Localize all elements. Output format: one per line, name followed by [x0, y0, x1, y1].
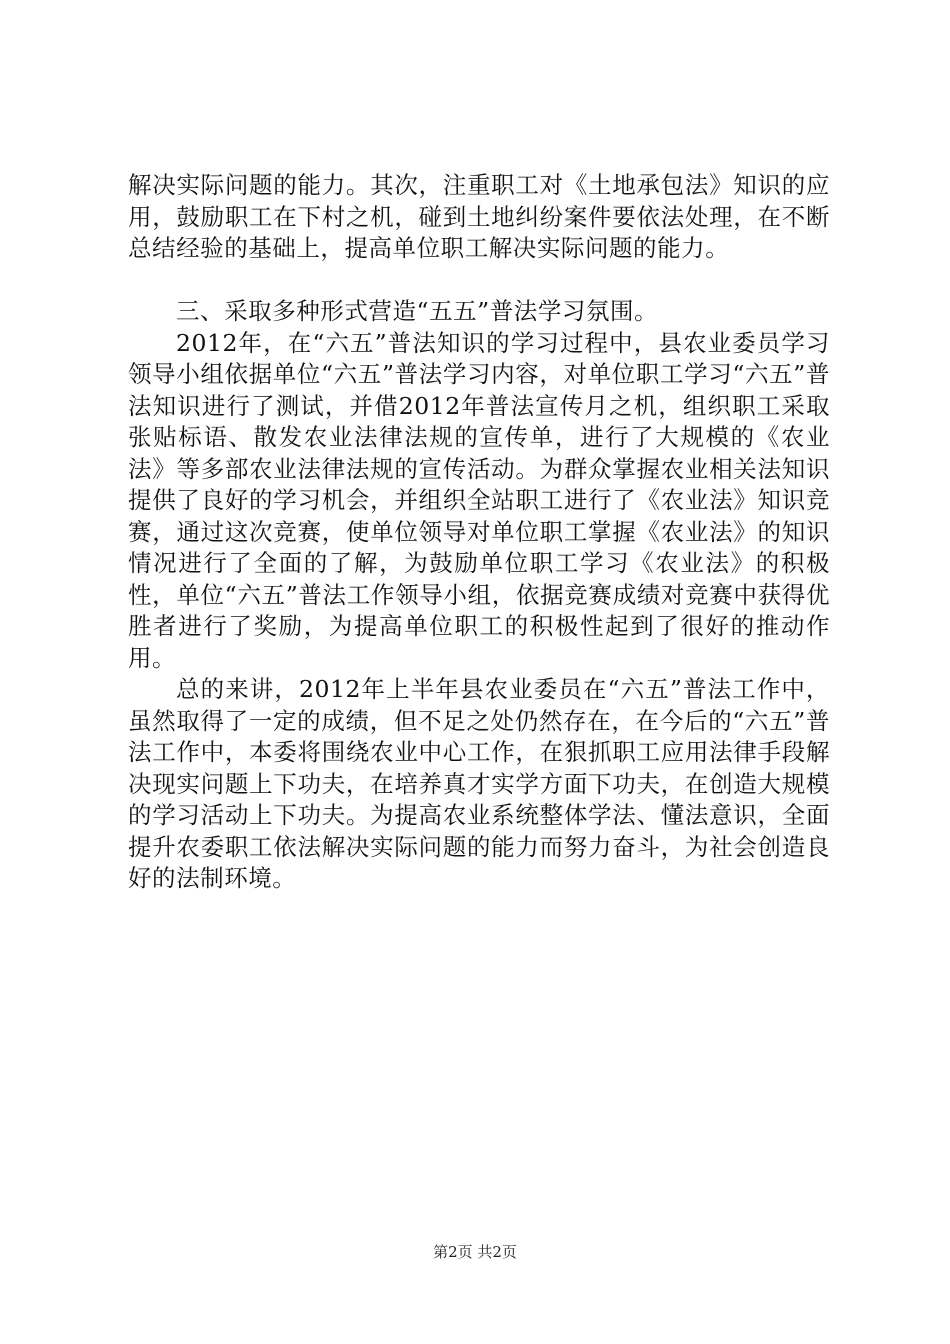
paragraph-publicity: 2012年，在“六五”普法知识的学习过程中，县农业委员学习领导小组依据单位“六五”普法学习内容，对单位职工学习“六五”普法知识进行了测试，并借2012年普法宣传月之机，组织职工采取张贴标语、散发农业法律法规的宣传单，进行了大规模的《农业法》等多部农业法律法规的宣传活动。为群众掌握农业相关法知识提供了良好的学习机会，并组织全站职工进行了《农业法》知识竞赛，通过这次竞赛，使单位领导对单位职工掌握《农业法》的知识情况进行了全面的了解，为鼓励单位职工学习《农业法》的积极性，单位“六五”普法工作领导小组，依据竞赛成绩对竞赛中获得优胜者进行了奖励，为提高单位职工的积极性起到了很好的推动作用。	[128, 328, 830, 672]
paragraph-continuation: 解决实际问题的能力。其次，注重职工对《土地承包法》知识的应用，鼓励职工在下村之机，碰到土地纠纷案件要依法处理，在不断总结经验的基础上，提高单位职工解决实际问题的能力。	[128, 171, 830, 262]
paragraph-spacer	[128, 265, 830, 297]
document-body	[128, 170, 830, 895]
section-heading: 三、采取多种形式营造“五五”普法学习氛围。	[176, 297, 659, 325]
page-number-footer: 第2页 共2页	[433, 1243, 517, 1261]
paragraph-summary: 总的来讲，2012年上半年县农业委员在“六五”普法工作中，虽然取得了一定的成绩，但不足之处仍然存在，在今后的“六五”普法工作中，本委将围绕农业中心工作，在狠抓职工应用法律手段解决现实问题上下功夫，在培养真才实学方面下功夫，在创造大规模的学习活动上下功夫。为提高农业系统整体学法、懂法意识，全面提升农委职工依法解决实际问题的能力而努力奋斗，为社会创造良好的法制环境。	[128, 675, 830, 892]
